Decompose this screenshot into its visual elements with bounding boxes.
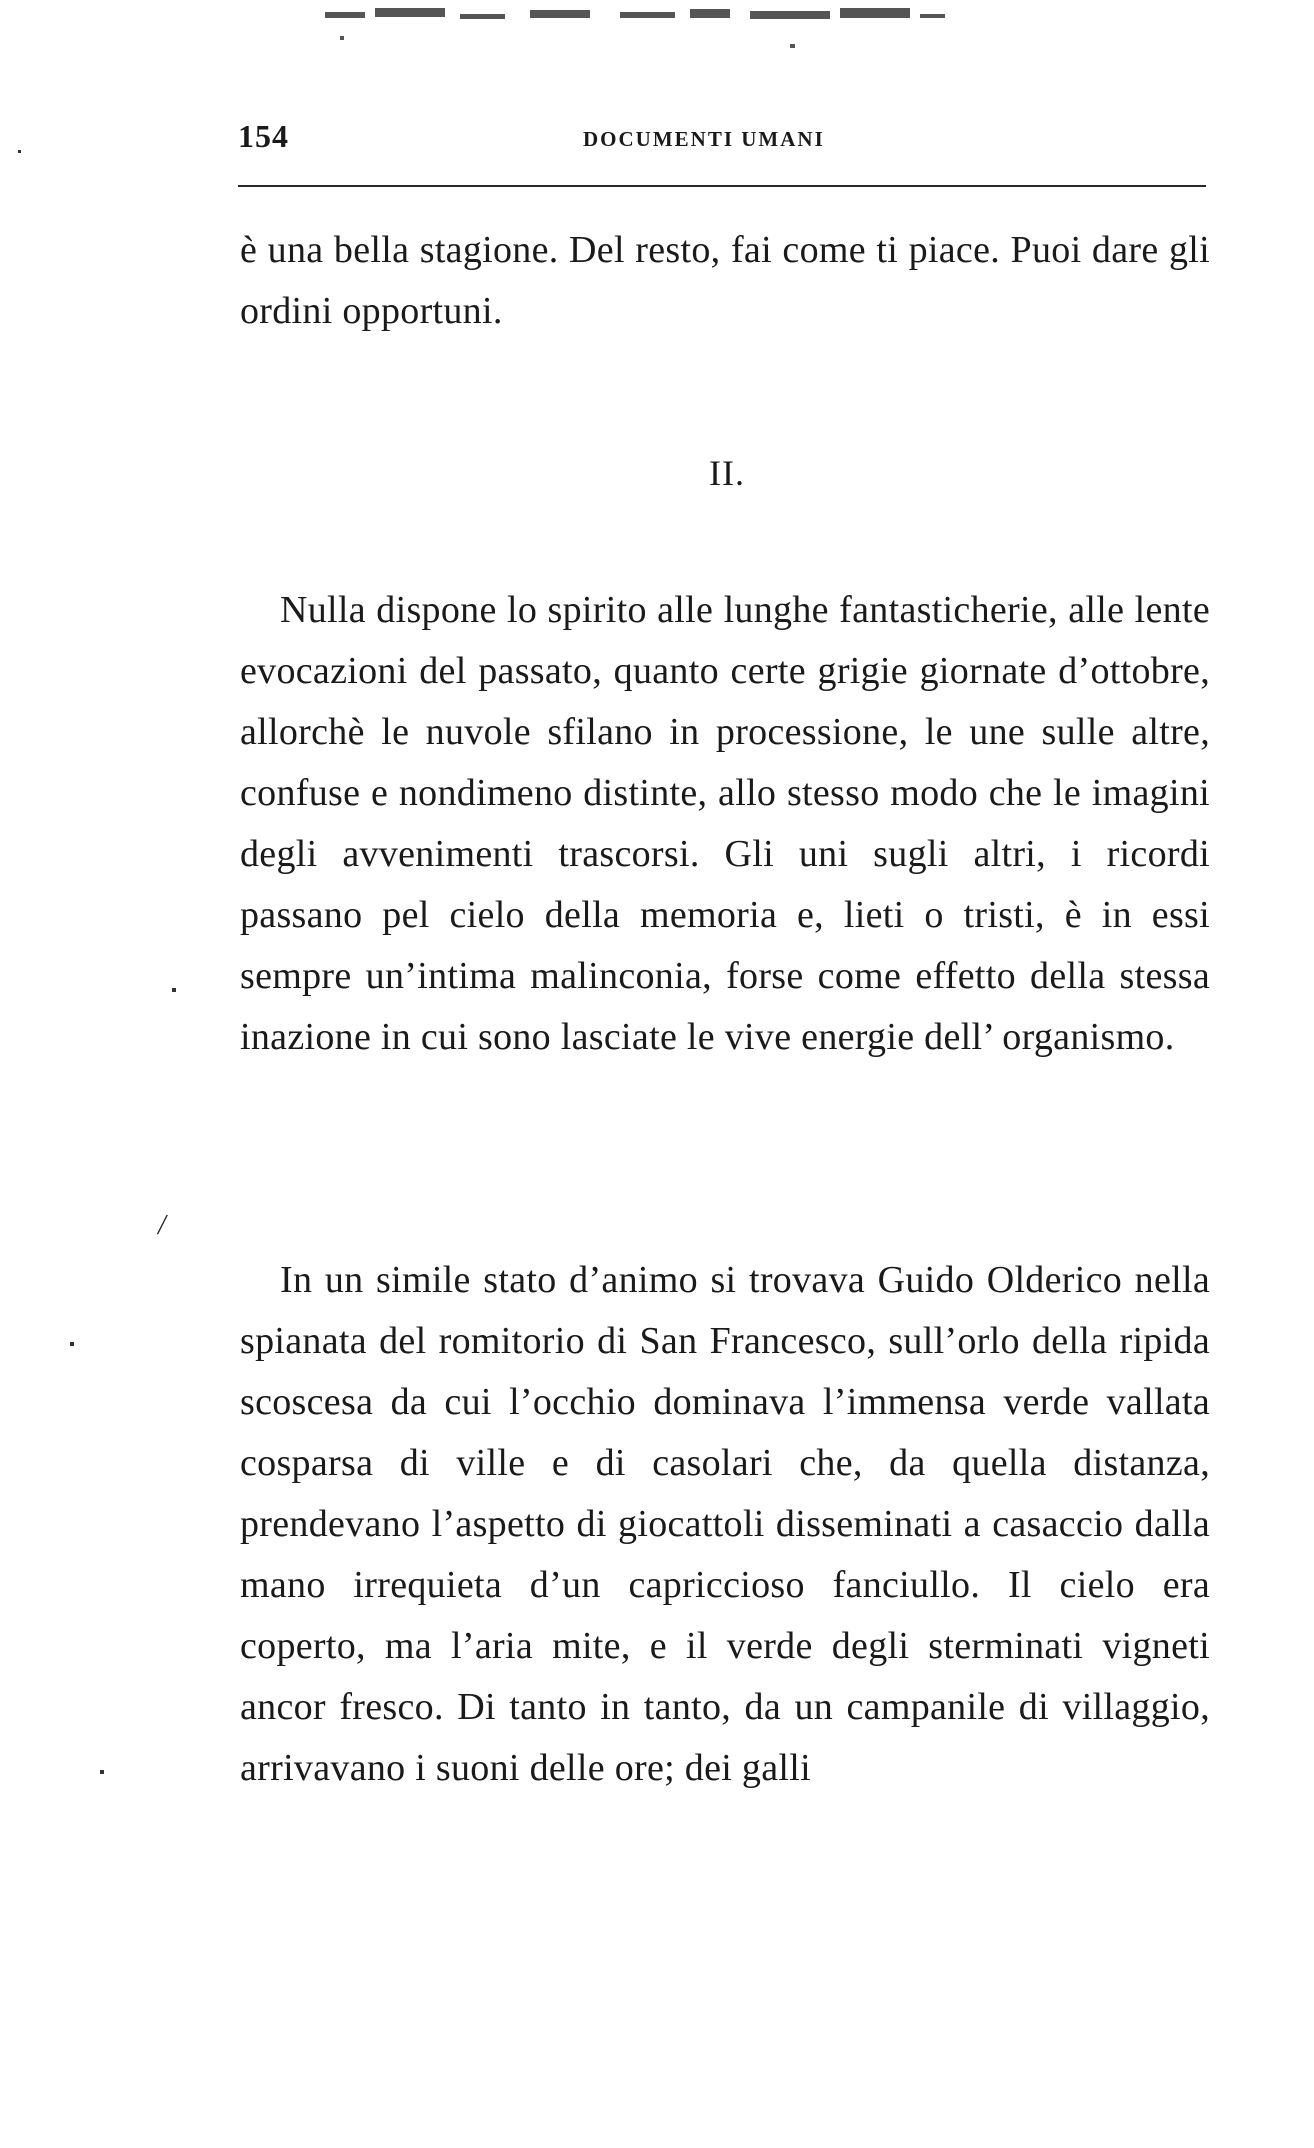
paragraph-1: Nulla dispone lo spirito alle lunghe fantasticherie, alle lente evocazioni del passato, quanto certe grigie giornate d’ottobre, allorchè le nuvole sfilano in processione, le une sulle altre, confuse e nondimeno distinte, allo stesso modo che le imagini degli avvenimenti trascorsi. Gli uni sugli altri, i ricordi passano pel cielo della memoria e, lieti o tristi, è in essi sempre un’intima malinconia, forse come effetto della stessa inazione in cui sono lasciate le vive energie dell’ organismo. xyxy=(240,589,1210,1058)
header-rule xyxy=(238,185,1206,187)
scan-speckle-decoration xyxy=(320,0,960,50)
margin-dot-mark xyxy=(18,150,21,153)
margin-dot-mark xyxy=(100,1770,104,1774)
margin-dot-mark xyxy=(70,1342,74,1346)
page-header xyxy=(238,118,1206,158)
margin-dot-mark xyxy=(172,988,176,992)
margin-slash-mark: / xyxy=(158,1210,166,1241)
continuation-paragraph: è una bella stagione. Del resto, fai come ti piace. Puoi dare gli ordini opportuni. xyxy=(240,229,1210,332)
section-heading: II. xyxy=(709,453,745,493)
page-number: 154 xyxy=(238,118,289,154)
running-title: DOCUMENTI UMANI xyxy=(583,127,825,151)
paragraph-2: In un simile stato d’animo si trovava Guido Olderico nella spianata del romitorio di San Francesco, sull’orlo della ripida scoscesa da cui l’occhio dominava l’immensa verde vallata cosparsa di ville e di casolari che, da quella distanza, prendevano l’aspetto di giocattoli disseminati a casaccio dalla mano irrequieta d’un capriccioso fanciullo. Il cielo era coperto, ma l’aria mite, e il verde degli sterminati vigneti ancor fresco. Di tanto in tanto, da un campanile di villaggio, arrivavano i suoni delle ore; dei galli xyxy=(240,1259,1210,1789)
